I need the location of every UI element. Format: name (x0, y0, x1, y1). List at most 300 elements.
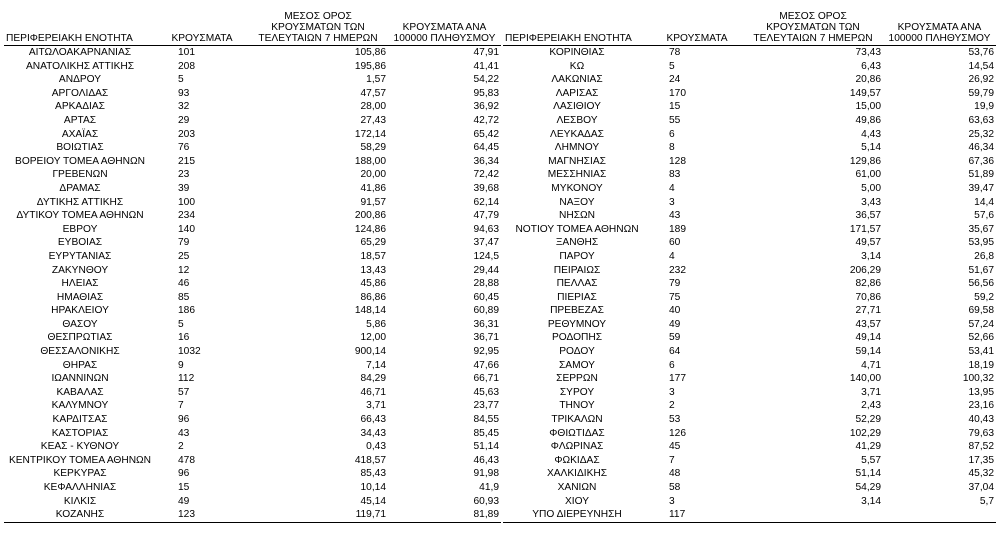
per100k-value: 59,2 (974, 291, 994, 303)
table-row (4, 413, 501, 427)
avg7-value: 54,29 (855, 482, 881, 493)
table-row (4, 304, 501, 318)
cases-value: 83 (669, 169, 681, 181)
cases-value: 96 (178, 468, 190, 480)
region-name: ΘΕΣΣΑΛΟΝΙΚΗΣ (40, 346, 120, 358)
avg7-value: 13,43 (360, 264, 386, 276)
table-row (4, 508, 501, 522)
table-row (4, 223, 501, 237)
avg7-value: 1,57 (366, 74, 386, 86)
region-name: ΗΡΑΚΛΕΙΟΥ (51, 305, 109, 317)
region-name: ΕΥΒΟΙΑΣ (57, 237, 103, 249)
cases-value: 25 (178, 250, 190, 262)
region-name: ΚΑΡΔΙΤΣΑΣ (52, 414, 108, 426)
cases-value: 3 (669, 196, 675, 208)
cases-value: 177 (669, 373, 686, 385)
avg7-value: 45,86 (360, 278, 386, 290)
region-name: ΓΡΕΒΕΝΩΝ (52, 169, 108, 181)
left-table-body (4, 46, 501, 523)
region-name: ΚΕΡΚΥΡΑΣ (53, 468, 107, 480)
avg7-value: 129,86 (849, 155, 881, 167)
region-name: ΕΥΡΥΤΑΝΙΑΣ (48, 250, 112, 262)
region-name: ΑΡΓΟΛΙΔΑΣ (51, 87, 109, 99)
per100k-value: 60,45 (473, 291, 499, 303)
cases-value: 5 (669, 60, 675, 72)
cases-value: 43 (669, 210, 681, 222)
region-name: ΣΥΡΟΥ (559, 386, 595, 398)
per100k-value: 46,34 (968, 142, 994, 154)
table-row (4, 277, 501, 291)
cases-value: 478 (178, 454, 195, 466)
region-name: ΑΝΔΡΟΥ (58, 74, 102, 86)
right-header-row (503, 6, 996, 46)
region-name: ΗΛΕΙΑΣ (61, 278, 99, 290)
cases-header: ΚΡΟΥΣΜΑΤΑ (156, 6, 248, 46)
region-name: ΠΙΕΡΙΑΣ (557, 291, 597, 303)
table-row (503, 209, 996, 223)
avg7-value: 65,29 (360, 237, 386, 249)
table-row (503, 196, 996, 210)
table-row (503, 141, 996, 155)
table-row (503, 250, 996, 264)
cases-value: 2 (669, 400, 675, 412)
avg7-value: 5,14 (861, 142, 881, 154)
cases-value: 59 (669, 332, 681, 344)
per100k-value: 13,95 (968, 386, 994, 398)
per100k-value: 69,58 (968, 305, 994, 317)
table-row (503, 100, 996, 114)
table-row (4, 46, 501, 60)
per100k-value: 53,95 (968, 237, 994, 249)
per100k-value: 63,63 (968, 114, 994, 126)
avg7-value: 18,57 (360, 250, 386, 262)
avg7-value: 5,57 (861, 454, 881, 466)
cases-value: 16 (178, 332, 190, 344)
avg7-value: 49,14 (855, 332, 881, 344)
per100k-value: 14,54 (968, 60, 994, 72)
per100k-value: 23,16 (968, 400, 994, 412)
region-name: ΥΠΟ ΔΙΕΡΕΥΝΗΣΗ (503, 508, 651, 522)
avg7-value: 2,43 (861, 400, 881, 412)
table-row (503, 114, 996, 128)
per100k-value: 51,67 (968, 264, 994, 276)
region-name: ΛΑΡΙΣΑΣ (555, 87, 599, 99)
per100k-value: 42,72 (473, 114, 499, 126)
region-name: ΗΜΑΘΙΑΣ (56, 291, 104, 303)
left-header-row (4, 6, 501, 46)
per100k-value: 85,45 (473, 427, 499, 439)
region-name: ΛΕΣΒΟΥ (556, 114, 598, 126)
avg7-value: 59,14 (855, 346, 881, 358)
per100k-value: 92,95 (473, 346, 499, 358)
region-name: ΜΥΚΟΝΟΥ (551, 182, 603, 194)
avg7-value: 86,86 (360, 291, 386, 303)
region-name: ΒΟΙΩΤΙΑΣ (56, 142, 104, 154)
region-name: ΑΙΤΩΛΟΑΚΑΡΝΑΝΙΑΣ (28, 47, 132, 58)
cases-value: 96 (178, 414, 190, 426)
avg7-value: 900,14 (354, 346, 386, 358)
table-row (503, 454, 996, 468)
table-row (4, 345, 501, 359)
avg7-value: 105,86 (354, 47, 386, 58)
table-row (503, 508, 996, 522)
avg7-value: 47,57 (360, 87, 386, 99)
table-row (4, 196, 501, 210)
cases-value: 170 (669, 87, 686, 99)
region-name: ΣΕΡΡΩΝ (556, 373, 598, 385)
avg7-value: 148,14 (354, 305, 386, 317)
cases-value: 55 (669, 114, 681, 126)
region-name: ΠΑΡΟΥ (559, 250, 595, 262)
cases-value: 101 (178, 47, 195, 58)
per100k-value: 40,43 (968, 414, 994, 426)
region-name: ΔΥΤΙΚΟΥ ΤΟΜΕΑ ΑΘΗΝΩΝ (16, 210, 144, 222)
region-name: ΜΕΣΣΗΝΙΑΣ (547, 169, 607, 181)
avg7-value: 20,86 (855, 74, 881, 86)
region-name: ΛΕΥΚΑΔΑΣ (550, 128, 604, 140)
table-row (503, 155, 996, 169)
avg7-value: 27,71 (855, 305, 881, 317)
region-name: ΚΑΣΤΟΡΙΑΣ (51, 427, 109, 439)
avg7-header: ΜΕΣΟΣ ΟΡΟΣ ΚΡΟΥΣΜΑΤΩΝ ΤΩΝ ΤΕΛΕΥΤΑΙΩΝ 7 ΗΜΕΡΩΝ (248, 6, 388, 46)
per100k-value: 17,35 (968, 454, 994, 466)
avg7-value: 119,71 (248, 508, 388, 522)
cases-value: 12 (178, 264, 190, 276)
table-row (503, 128, 996, 142)
region-name: ΛΑΚΩΝΙΑΣ (551, 74, 603, 86)
region-name: ΚΕΑΣ - ΚΥΘΝΟΥ (40, 441, 120, 453)
cases-value: 40 (669, 305, 681, 317)
table-row (4, 100, 501, 114)
table-row (503, 236, 996, 250)
table-row (503, 73, 996, 87)
cases-value: 5 (178, 318, 184, 330)
region-name: ΞΑΝΘΗΣ (555, 237, 599, 249)
table-row (4, 440, 501, 454)
table-row (503, 359, 996, 373)
per100k-value: 41,41 (473, 60, 499, 72)
per100k-value: 36,31 (473, 318, 499, 330)
avg7-value: 46,71 (360, 386, 386, 398)
cases-value: 1032 (178, 346, 201, 358)
avg7-value: 195,86 (354, 60, 386, 72)
region-name: ΝΗΣΩΝ (559, 210, 595, 222)
per100k-value: 57,24 (968, 318, 994, 330)
avg7-value: 7,14 (366, 359, 386, 371)
cases-value: 49 (178, 495, 190, 507)
cases-value: 58 (669, 482, 681, 493)
per100k-value: 23,77 (473, 400, 499, 412)
cases-value: 46 (178, 278, 190, 290)
avg7-value: 43,57 (855, 318, 881, 330)
region-name: ΤΡΙΚΑΛΩΝ (551, 414, 603, 426)
table-row (4, 467, 501, 481)
cases-value: 3 (669, 495, 675, 507)
cases-header: ΚΡΟΥΣΜΑΤΑ (651, 6, 743, 46)
avg7-value: 49,57 (855, 237, 881, 249)
region-name: ΠΕΛΛΑΣ (556, 278, 598, 290)
region-name: ΡΟΔΟΠΗΣ (551, 332, 603, 344)
region-name: ΘΕΣΠΡΩΤΙΑΣ (47, 332, 113, 344)
right-cases-table (503, 6, 996, 523)
table-row (503, 440, 996, 454)
per100k-value: 36,71 (473, 332, 499, 344)
table-row (4, 128, 501, 142)
cases-value: 23 (178, 169, 190, 181)
per100k-value: 52,66 (968, 332, 994, 344)
per100k-value: 60,93 (473, 495, 499, 507)
avg7-value: 206,29 (849, 264, 881, 276)
cases-value: 128 (669, 155, 686, 167)
avg7-value: 49,86 (855, 114, 881, 126)
avg7-value: 3,14 (861, 250, 881, 262)
avg7-value: 91,57 (360, 196, 386, 208)
cases-value: 5 (178, 74, 184, 86)
region-name: ΠΡΕΒΕΖΑΣ (550, 305, 604, 317)
region-name: ΚΟΡΙΝΘΙΑΣ (549, 47, 605, 58)
cases-value: 76 (178, 142, 190, 154)
table-row (503, 318, 996, 332)
cases-value: 79 (178, 237, 190, 249)
avg7-value: 70,86 (855, 291, 881, 303)
avg7-value: 27,43 (360, 114, 386, 126)
per100k-value: 25,32 (968, 128, 994, 140)
table-row (4, 60, 501, 74)
avg7-value: 171,57 (849, 223, 881, 235)
table-row (503, 60, 996, 74)
cases-value: 32 (178, 101, 190, 113)
table-row (503, 291, 996, 305)
region-name: ΚΙΛΚΙΣ (63, 495, 97, 507)
per100k-value: 100,32 (962, 373, 994, 385)
per100k-value: 94,63 (473, 223, 499, 235)
region-name: ΡΟΔΟΥ (559, 346, 595, 358)
per100k-value: 26,8 (974, 250, 994, 262)
region-name: ΘΗΡΑΣ (62, 359, 98, 371)
table-row (503, 168, 996, 182)
per100k-value: 28,88 (473, 278, 499, 290)
region-header: ΠΕΡΙΦΕΡΕΙΑΚΗ ΕΝΟΤΗΤΑ (4, 6, 156, 46)
region-name: ΕΒΡΟΥ (62, 223, 98, 235)
per100k-value: 37,04 (968, 482, 994, 493)
table-row (4, 155, 501, 169)
region-name: ΛΗΜΝΟΥ (554, 142, 600, 154)
avg7-value: 188,00 (354, 155, 386, 167)
table-row (503, 331, 996, 345)
per100k-value: 45,63 (473, 386, 499, 398)
per100k-value: 46,43 (473, 454, 499, 466)
per100k-value: 84,55 (473, 414, 499, 426)
cases-value: 9 (178, 359, 184, 371)
cases-value: 6 (669, 128, 675, 140)
per100k-value: 124,5 (473, 250, 499, 262)
region-name: ΦΛΩΡΙΝΑΣ (550, 441, 604, 453)
avg7-value: 66,43 (360, 414, 386, 426)
avg7-value: 84,29 (360, 373, 386, 385)
per100k-value: 39,68 (473, 182, 499, 194)
region-name: ΘΑΣΟΥ (62, 318, 98, 330)
avg7-value: 5,00 (861, 182, 881, 194)
region-name: ΚΕΝΤΡΙΚΟΥ ΤΟΜΕΑ ΑΘΗΝΩΝ (8, 454, 152, 466)
table-row (4, 386, 501, 400)
avg7-value: 82,86 (855, 278, 881, 290)
cases-value: 57 (178, 386, 190, 398)
region-name: ΚΕΦΑΛΛΗΝΙΑΣ (43, 482, 117, 493)
avg7-value: 3,71 (366, 400, 386, 412)
table-row (503, 182, 996, 196)
per100k-value: 57,6 (974, 210, 994, 222)
per100k-value: 41,9 (479, 482, 499, 493)
per100k-value: 62,14 (473, 196, 499, 208)
region-name: ΔΡΑΜΑΣ (59, 182, 101, 194)
table-row (4, 427, 501, 441)
cases-value: 234 (178, 210, 195, 222)
cases-value: 29 (178, 114, 190, 126)
cases-value: 53 (669, 414, 681, 426)
per100k-value: 19,9 (974, 101, 994, 113)
avg7-value: 85,43 (360, 468, 386, 480)
per100k-value: 14,4 (974, 196, 994, 208)
per100k-value: 51,14 (473, 441, 499, 453)
per100k-value: 45,32 (968, 468, 994, 480)
per100k-value: 56,56 (968, 278, 994, 290)
per100k-value: 67,36 (968, 155, 994, 167)
cases-value: 93 (178, 87, 190, 99)
avg7-value: 0,43 (366, 441, 386, 453)
per100k-value: 39,47 (968, 182, 994, 194)
cases-value: 189 (669, 223, 686, 235)
per100k-header: ΚΡΟΥΣΜΑΤΑ ΑΝΑ 100000 ΠΛΗΘΥΣΜΟΥ (883, 6, 996, 46)
avg7-value: 36,57 (855, 210, 881, 222)
per100k-value: 53,76 (968, 47, 994, 58)
table-row (503, 399, 996, 413)
cases-value: 15 (178, 482, 190, 493)
table-row (4, 73, 501, 87)
table-row (4, 454, 501, 468)
cases-value: 6 (669, 359, 675, 371)
table-row (503, 304, 996, 318)
region-name: ΔΥΤΙΚΗΣ ΑΤΤΙΚΗΣ (36, 196, 124, 208)
region-name: ΑΝΑΤΟΛΙΚΗΣ ΑΤΤΙΚΗΣ (25, 60, 135, 72)
region-name: ΧΑΛΚΙΔΙΚΗΣ (546, 468, 608, 480)
per100k-value: 18,19 (968, 359, 994, 371)
cases-value: 43 (178, 427, 190, 439)
table-row (503, 386, 996, 400)
table-row (4, 318, 501, 332)
region-name: ΦΘΙΩΤΙΔΑΣ (549, 427, 605, 439)
region-name: ΠΕΙΡΑΙΩΣ (553, 264, 601, 276)
per100k-value: 66,71 (473, 373, 499, 385)
cases-value: 60 (669, 237, 681, 249)
avg7-header: ΜΕΣΟΣ ΟΡΟΣ ΚΡΟΥΣΜΑΤΩΝ ΤΩΝ ΤΕΛΕΥΤΑΙΩΝ 7 ΗΜΕΡΩΝ (743, 6, 883, 46)
avg7-value: 140,00 (849, 373, 881, 385)
region-name: ΜΑΓΝΗΣΙΑΣ (548, 155, 606, 167)
table-row (4, 372, 501, 386)
cases-value: 7 (178, 400, 184, 412)
avg7-value (743, 508, 883, 522)
avg7-value: 51,14 (855, 468, 881, 480)
cases-value: 215 (178, 155, 195, 167)
table-row (4, 209, 501, 223)
avg7-value: 3,14 (861, 495, 881, 507)
cases-value: 186 (178, 305, 195, 317)
avg7-value: 41,29 (855, 441, 881, 453)
region-name: ΛΑΣΙΘΙΟΥ (553, 101, 601, 113)
table-row (4, 399, 501, 413)
cases-value: 39 (178, 182, 190, 194)
per100k-value: 72,42 (473, 169, 499, 181)
per100k-value: 47,66 (473, 359, 499, 371)
avg7-value: 200,86 (354, 210, 386, 222)
avg7-value: 149,57 (849, 87, 881, 99)
avg7-value: 34,43 (360, 427, 386, 439)
per100k-value: 95,83 (473, 87, 499, 99)
cases-value: 123 (156, 508, 248, 522)
cases-value: 79 (669, 278, 681, 290)
cases-value: 126 (669, 427, 686, 439)
avg7-value: 61,00 (855, 169, 881, 181)
cases-value: 208 (178, 60, 195, 72)
per100k-value: 47,79 (473, 210, 499, 222)
avg7-value: 3,71 (861, 386, 881, 398)
cases-value: 232 (669, 264, 686, 276)
table-row (4, 182, 501, 196)
cases-value: 49 (669, 318, 681, 330)
cases-value: 140 (178, 223, 195, 235)
per100k-value: 47,91 (473, 47, 499, 58)
cases-value: 15 (669, 101, 681, 113)
region-name: ΚΩ (569, 60, 585, 72)
region-name: ΤΗΝΟΥ (559, 400, 595, 412)
cases-value: 8 (669, 142, 675, 154)
per100k-value: 54,22 (473, 74, 499, 86)
region-name: ΙΩΑΝΝΙΝΩΝ (51, 373, 109, 385)
table-row (4, 114, 501, 128)
avg7-value: 172,14 (354, 128, 386, 140)
table-row (503, 481, 996, 495)
right-table-body (503, 46, 996, 523)
per100k-value: 26,92 (968, 74, 994, 86)
region-name: ΣΑΜΟΥ (559, 359, 595, 371)
avg7-value: 58,29 (360, 142, 386, 154)
avg7-value: 20,00 (360, 169, 386, 181)
region-name: ΧΙΟΥ (564, 495, 590, 507)
region-name: ΝΑΞΟΥ (559, 196, 595, 208)
avg7-value: 4,71 (861, 359, 881, 371)
table-row (503, 427, 996, 441)
per100k-value: 37,47 (473, 237, 499, 249)
region-name: ΚΑΒΑΛΑΣ (56, 386, 104, 398)
cases-value: 203 (178, 128, 195, 140)
table-row (503, 87, 996, 101)
per100k-value: 51,89 (968, 169, 994, 181)
avg7-value: 41,86 (360, 182, 386, 194)
table-row (503, 467, 996, 481)
cases-value: 2 (178, 441, 184, 453)
per100k-value: 36,34 (473, 155, 499, 167)
per100k-value: 35,67 (968, 223, 994, 235)
table-row (4, 481, 501, 495)
table-row (503, 264, 996, 278)
cases-value: 85 (178, 291, 190, 303)
avg7-value: 12,00 (360, 332, 386, 344)
table-row (503, 223, 996, 237)
avg7-value: 6,43 (861, 60, 881, 72)
region-name: ΧΑΝΙΩΝ (557, 482, 597, 493)
region-name: ΑΡΤΑΣ (63, 114, 97, 126)
cases-value: 64 (669, 346, 681, 358)
cases-value: 4 (669, 182, 675, 194)
